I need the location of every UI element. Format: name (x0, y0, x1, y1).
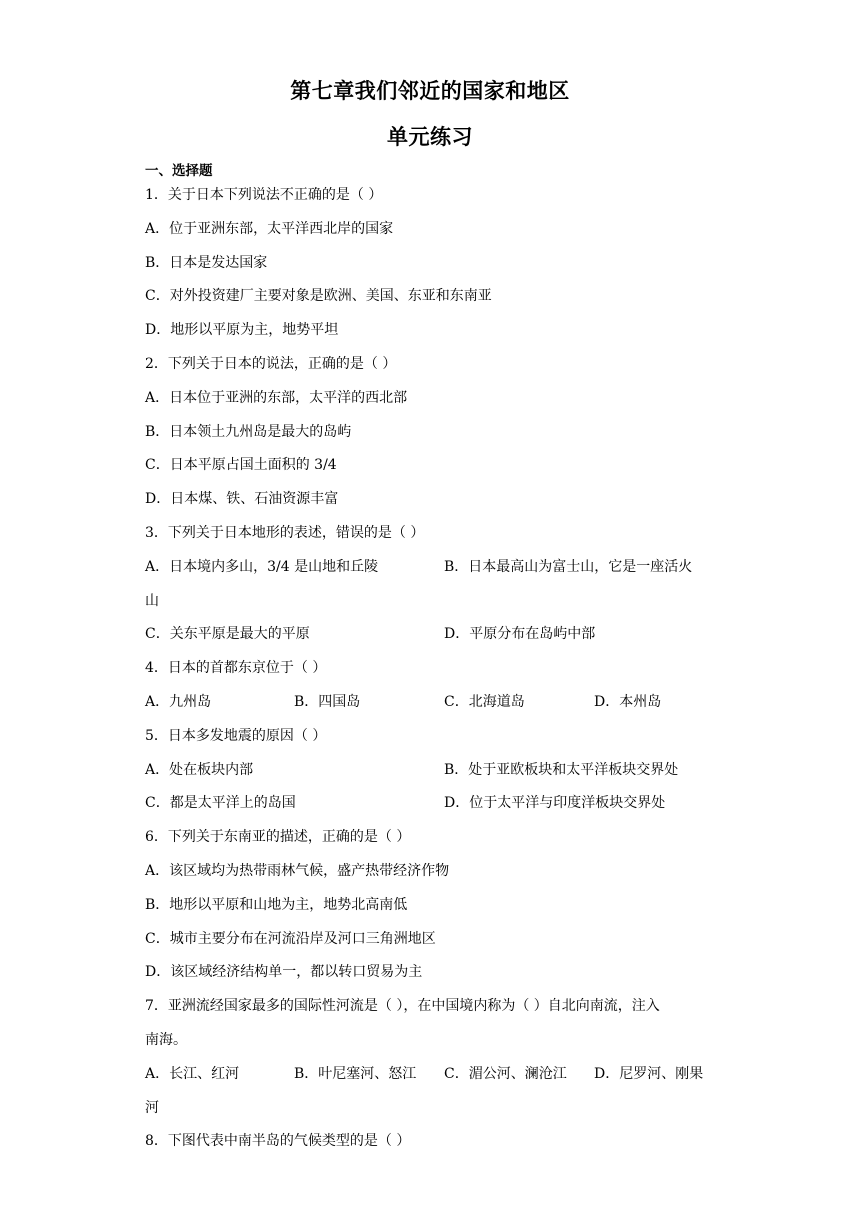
question-7-option-d: D．尼罗河、刚果 (594, 1066, 704, 1082)
question-3-stem: 3．下列关于日本地形的表述，错误的是（ ） (145, 525, 425, 541)
question-1-option-b: B．日本是发达国家 (145, 255, 268, 271)
question-5-option-c: C．都是太平洋上的岛国 (145, 795, 296, 811)
question-4-stem: 4．日本的首都东京位于（ ） (145, 660, 327, 676)
question-1-option-a: A．位于亚洲东部，太平洋西北岸的国家 (145, 221, 394, 237)
question-3-option-c: C．关东平原是最大的平原 (145, 626, 310, 642)
question-5-option-d: D．位于太平洋与印度洋板块交界处 (444, 795, 666, 811)
question-8-stem: 8．下图代表中南半岛的气候类型的是（ ） (145, 1133, 411, 1149)
section-heading: 一、选择题 (145, 163, 213, 179)
question-4-option-b: B．四国岛 (294, 694, 361, 710)
question-5-option-b: B．处于亚欧板块和太平洋板块交界处 (444, 762, 679, 778)
question-3-option-b: B．日本最高山为富士山，它是一座活火 (444, 559, 693, 575)
question-1-option-c: C．对外投资建厂主要对象是欧洲、美国、东亚和东南亚 (145, 288, 492, 304)
question-3-option-a: A．日本境内多山，3/4 是山地和丘陵 (145, 559, 379, 575)
question-4-option-d: D．本州岛 (594, 694, 662, 710)
question-2-option-a: A．日本位于亚洲的东部，太平洋的西北部 (145, 390, 408, 406)
question-7-stem: 7．亚洲流经国家最多的国际性河流是（ ），在中国境内称为（ ）自北向南流，注入 (145, 998, 660, 1014)
question-2-stem: 2．下列关于日本的说法，正确的是（ ） (145, 356, 397, 372)
question-2-option-d: D．日本煤、铁、石油资源丰富 (145, 491, 339, 507)
question-6-option-c: C．城市主要分布在河流沿岸及河口三角洲地区 (145, 931, 436, 947)
question-5-option-a: A．处在板块内部 (145, 762, 254, 778)
question-5-stem: 5．日本多发地震的原因（ ） (145, 728, 327, 744)
question-6-stem: 6．下列关于东南亚的描述，正确的是（ ） (145, 829, 411, 845)
question-2-option-b: B．日本领土九州岛是最大的岛屿 (145, 424, 352, 440)
page-subtitle: 单元练习 (387, 125, 473, 149)
question-2-option-c: C．日本平原占国土面积的 3/4 (145, 457, 337, 473)
question-4-option-c: C．北海道岛 (444, 694, 525, 710)
question-6-option-d: D．该区域经济结构单一，都以转口贸易为主 (145, 964, 423, 980)
question-6-option-a: A．该区域均为热带雨林气候，盛产热带经济作物 (145, 863, 450, 879)
question-3-option-b-wrap: 山 (145, 593, 159, 609)
question-1-option-d: D．地形以平原为主，地势平坦 (145, 322, 339, 338)
page-title: 第七章我们邻近的国家和地区 (290, 79, 570, 103)
question-1-stem: 1．关于日本下列说法不正确的是（ ） (145, 187, 383, 203)
question-7-option-b: B．叶尼塞河、怒江 (294, 1066, 417, 1082)
question-7-option-a: A．长江、红河 (145, 1066, 240, 1082)
question-7-option-c: C．湄公河、澜沧江 (444, 1066, 567, 1082)
question-7-option-d-wrap: 河 (145, 1100, 159, 1116)
question-7-stem-wrap: 南海。 (145, 1032, 187, 1048)
question-4-option-a: A．九州岛 (145, 694, 212, 710)
question-6-option-b: B．地形以平原和山地为主，地势北高南低 (145, 897, 408, 913)
question-3-option-d: D．平原分布在岛屿中部 (444, 626, 596, 642)
